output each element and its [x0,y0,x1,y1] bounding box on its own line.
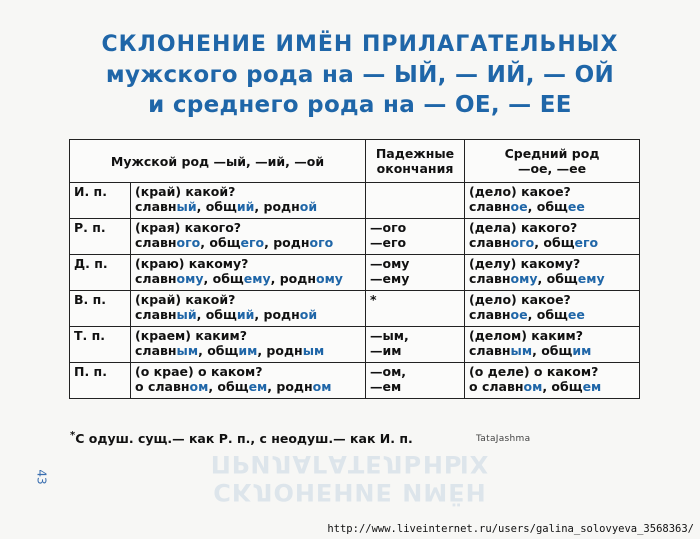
neuter-word-ending: ое [510,307,528,322]
neuter-header-line-2: —ое, —ее [517,161,587,176]
masculine-word-stem: родн [273,235,310,250]
masculine-word-stem: родн [276,379,313,394]
neuter-word-stem: о славн [469,379,524,394]
case-label: Т. п. [70,327,131,363]
masculine-word-ending: ый [176,307,197,322]
masculine-word-ending: ого [176,235,201,250]
case-ending [366,363,465,399]
masculine-word-stem: славн [135,271,177,286]
table-row [70,291,640,327]
bleed-through-title: СКЛОНЕНИЕ ИМЁН ПРИЛАГАТЕЛЬНЫХ [210,450,490,506]
neuter-word-ending: им [572,343,592,358]
neuter-word-ending: ого [510,235,535,250]
neuter-word-stem: общ [536,199,568,214]
neuter-word-stem: общ [546,271,578,286]
neuter-example [465,327,640,363]
masculine-header: Мужской род —ый, —ий, —ой [70,140,366,183]
table-row [70,255,640,291]
neuter-word-stem: славн [469,343,511,358]
neuter-word-stem: общ [551,379,583,394]
masculine-word-stem: славн [135,199,177,214]
masculine-word-stem: родн [266,343,303,358]
masculine-words: славный, общий, родной [135,307,318,322]
neuter-word-ending: ое [510,199,528,214]
ending-line-1: —ом, [370,364,407,379]
case-label: Р. п. [70,219,131,255]
ending-line-1: * [370,292,377,307]
footnote-text: С одуш. сущ.— как Р. п., с неодуш.— как И. п. [75,431,413,447]
neuter-header [465,140,640,183]
neuter-word-stem: общ [543,235,575,250]
neuter-word-ending: ым [510,343,533,358]
masculine-word-stem: родн [263,307,300,322]
masculine-word-ending: ый [176,199,197,214]
masculine-word-ending: ым [176,343,199,358]
masculine-words: о славном, общем, родном [135,379,332,394]
masculine-question: (край) какой? [135,184,236,199]
table-row [70,363,640,399]
neuter-example [465,363,640,399]
masculine-word-stem: славн [135,235,177,250]
case-label: П. п. [70,363,131,399]
masculine-word-ending: ому [176,271,204,286]
endings-header-line-2: окончания [376,161,454,176]
ending-line-2: —им [370,343,402,358]
table-row [70,327,640,363]
title-line-1: СКЛОНЕНИЕ ИМЁН ПРИЛАГАТЕЛЬНЫХ [101,32,619,57]
ending-line-1: —ого [370,220,407,235]
masculine-words: славного, общего, родного [135,235,334,250]
masculine-word-stem: общ [212,271,244,286]
case-label: В. п. [70,291,131,327]
neuter-example [465,183,640,219]
neuter-word-ending: ему [577,271,605,286]
neuter-question: (дело) какое? [469,292,571,307]
neuter-question: (о деле) о каком? [469,364,599,379]
neuter-word-ending: ее [567,307,585,322]
neuter-word-stem: общ [536,307,568,322]
case-label: И. п. [70,183,131,219]
masculine-words: славному, общему, родному [135,271,343,286]
masculine-word-ending: ем [248,379,268,394]
masculine-word-stem: родн [279,271,316,286]
credit-watermark: TataJashma [476,434,531,444]
masculine-question: (о крае) о каком? [135,364,263,379]
masculine-example [131,183,366,219]
neuter-word-ending: ом [523,379,543,394]
masculine-word-ending: его [240,235,265,250]
masculine-word-ending: ой [299,199,318,214]
case-label: Д. п. [70,255,131,291]
masculine-word-ending: им [238,343,258,358]
masculine-word-stem: общ [209,235,241,250]
case-ending [366,255,465,291]
masculine-question: (краем) каким? [135,328,247,343]
masculine-word-ending: ым [302,343,325,358]
neuter-words: славным, общим [469,343,592,358]
page-number: 43 [34,469,49,485]
masculine-word-ending: ий [236,199,255,214]
table-row [70,183,640,219]
page-title [60,30,660,120]
neuter-word-ending: его [574,235,599,250]
neuter-example [465,291,640,327]
masculine-word-ending: ой [299,307,318,322]
neuter-word-stem: славн [469,307,511,322]
masculine-word-ending: ого [309,235,334,250]
ending-line-2: —ем [370,379,402,394]
masculine-word-stem: родн [263,199,300,214]
case-ending [366,327,465,363]
neuter-question: (делом) каким? [469,328,583,343]
masculine-word-stem: о славн [135,379,190,394]
masculine-example [131,255,366,291]
neuter-word-stem: общ [541,343,573,358]
ending-line-1: —ому [370,256,410,271]
neuter-word-stem: славн [469,271,511,286]
neuter-example [465,255,640,291]
title-line-2: мужского рода на — ЫЙ, — ИЙ, — ОЙ [105,62,615,88]
masculine-words: славный, общий, родной [135,199,318,214]
neuter-words: славное, общее [469,307,585,322]
neuter-example [465,219,640,255]
masculine-word-ending: ом [312,379,332,394]
neuter-words: славное, общее [469,199,585,214]
masculine-word-stem: славн [135,307,177,322]
neuter-question: (делу) какому? [469,256,581,271]
neuter-words: славного, общего [469,235,599,250]
masculine-word-stem: общ [217,379,249,394]
masculine-example [131,219,366,255]
masculine-words: славным, общим, родным [135,343,325,358]
masculine-word-ending: ий [236,307,255,322]
neuter-header-line-1: Средний род [504,146,600,161]
case-ending [366,183,465,219]
masculine-word-stem: общ [207,343,239,358]
endings-header-line-1: Падежные [375,146,455,161]
ending-line-2: —его [370,235,407,250]
table-body [70,183,640,399]
title-line-3: и среднего рода на — ОЕ, — ЕЕ [148,92,572,118]
masculine-example [131,291,366,327]
neuter-word-ending: ому [510,271,538,286]
neuter-words: славному, общему [469,271,605,286]
source-url: http://www.liveinternet.ru/users/galina_solovyeva_3568363/ [327,523,694,535]
masculine-word-ending: ому [315,271,343,286]
footnote-mark: * [70,430,76,441]
masculine-word-ending: ом [189,379,209,394]
masculine-word-stem: общ [205,307,237,322]
neuter-word-ending: ем [582,379,602,394]
case-ending [366,291,465,327]
declension-table [69,139,640,399]
masculine-example [131,327,366,363]
masculine-question: (краю) какому? [135,256,249,271]
neuter-words: о славном, общем [469,379,602,394]
table-row [70,219,640,255]
table-header-row [70,140,640,183]
neuter-question: (дела) какого? [469,220,578,235]
neuter-word-ending: ее [567,199,585,214]
ending-line-2: —ему [370,271,410,286]
masculine-question: (край) какой? [135,292,236,307]
masculine-word-stem: общ [205,199,237,214]
masculine-example [131,363,366,399]
masculine-word-stem: славн [135,343,177,358]
case-ending [366,219,465,255]
ending-line-1: —ым, [370,328,409,343]
neuter-question: (дело) какое? [469,184,571,199]
endings-header [366,140,465,183]
masculine-question: (края) какого? [135,220,242,235]
neuter-word-stem: славн [469,235,511,250]
neuter-word-stem: славн [469,199,511,214]
footnote [70,430,413,446]
masculine-word-ending: ему [243,271,271,286]
